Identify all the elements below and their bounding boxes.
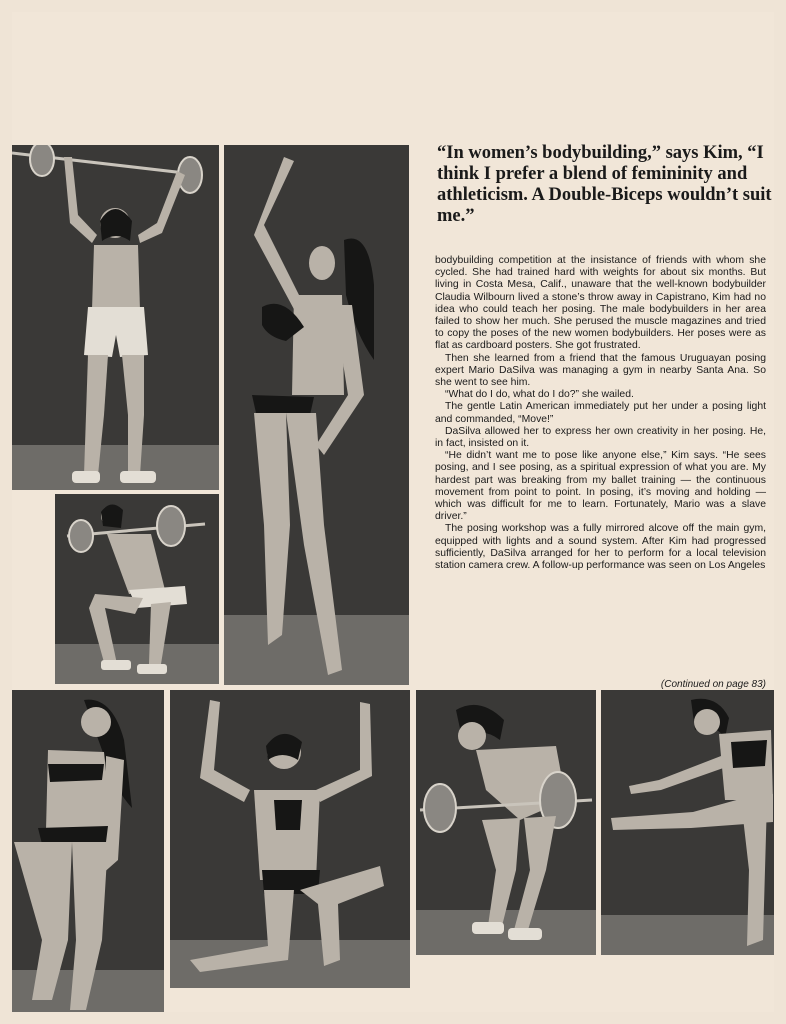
article-body: [435, 255, 766, 572]
article-paragraph: DaSilva allowed her to express her own creativity in her posing. He, in fact, insisted on it.: [435, 425, 766, 450]
article-paragraph: The posing workshop was a fully mirrored alcove off the main gym, equipped with lights and a sound system. After Kim had progressed sufficiently, DaSilva arranged for her to perform for a local television station camera crew. A follow-up performance was seen on Los Angeles: [435, 523, 766, 572]
article-paragraph: bodybuilding competition at the insistance of friends with whom she cycled. She had trained hard with weights for about six months. But living in Costa Mesa, Calif., unaware that the well-known bodybuilder Claudia Wilbourn lived a stone’s throw away in Capistrano, Kim had no idea who could teach her posing. The male bodybuilders in her area failed to show her much. She perused the muscle magazines and tried to copy the poses of the new women bodybuilders. Her poses were as flat as cardboard posters. She got frustrated.: [435, 255, 766, 352]
article-paragraph: “What do I do, what do I do?” she wailed.: [445, 389, 634, 401]
photo-bent-over-row: [416, 690, 596, 955]
photo-high-kick: [601, 690, 774, 955]
photo-ballet-pose: [224, 145, 409, 685]
pull-quote: “In women’s bodybuilding,” says Kim, “I think I prefer a blend of femininity and athleticism. A Double-Biceps wouldn’t suit me.”: [437, 143, 772, 226]
continued-note: (Continued on page 83): [660, 679, 766, 690]
photo-barbell-squat: [55, 494, 219, 684]
article-paragraph: Then she learned from a friend that the famous Uruguayan posing expert Mario DaSilva was managing a gym in nearby Santa Ana. So she went to see him.: [435, 352, 766, 389]
photo-kneeling-pose: [170, 690, 410, 988]
article-paragraph: The gentle Latin American immediately put her under a posing light and commanded, “Move!”: [435, 401, 766, 425]
photo-side-pose: [12, 690, 164, 1012]
article-paragraph: “He didn’t want me to pose like anyone else,” Kim says. “He sees posing, and I see posing, as a spiritual expression of what you are. My hardest part was breaking from my ballet training — the continuous movement from point to point. In posing, it’s moving and holding — which was difficult for me to learn. Fortunately, Mario was a slave driver.”: [435, 450, 766, 523]
photo-overhead-press: [12, 145, 219, 490]
